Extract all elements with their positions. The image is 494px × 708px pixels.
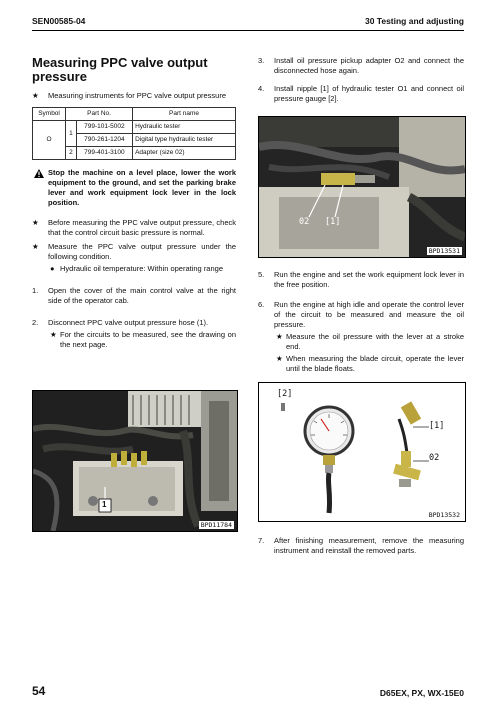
step-item	[32, 286, 236, 306]
step-item	[258, 56, 464, 76]
star-icon: ★	[276, 332, 283, 341]
star-icon: ★	[276, 354, 283, 363]
note-text: Before measuring the PPC valve output pressure, check that the control circuit basic pressure is normal.	[48, 218, 236, 237]
photo-callout-label: [1]	[429, 421, 445, 431]
photo-code: BPD13531	[428, 247, 460, 255]
warning-block	[32, 168, 236, 208]
table-row	[33, 121, 236, 134]
right-column-final	[258, 536, 464, 560]
photo-instruments	[258, 382, 466, 522]
table-cell-name: Adapter (size 02)	[133, 147, 236, 160]
step-item	[258, 536, 464, 556]
condition-item	[32, 264, 236, 274]
page-title: Measuring PPC valve output pressure	[32, 55, 208, 84]
left-column	[32, 56, 236, 350]
step-text: Run the engine and set the work equipment lock lever in the free position.	[274, 270, 464, 289]
parts-table	[32, 107, 236, 160]
step-text: After finishing measurement, remove the measuring instrument and reinstall the removed parts.	[274, 536, 464, 555]
star-icon: ★	[32, 91, 39, 100]
step-text: Install nipple [1] of hydraulic tester O1 and connect oil pressure gauge [2].	[274, 84, 464, 103]
right-column	[258, 56, 464, 108]
table-cell-num: 1	[66, 121, 77, 147]
page-number: 54	[32, 684, 46, 698]
step-text: Install oil pressure pickup adapter O2 and connect the disconnected hose again.	[274, 56, 464, 75]
step-text: Run the engine at high idle and operate the control lever of the circuit to be measured and measure the oil pressure.	[274, 300, 464, 329]
table-cell-partno: 790-261-1204	[76, 134, 132, 147]
warning-icon	[34, 169, 44, 181]
table-header: Part No.	[66, 108, 133, 121]
table-header-row	[33, 108, 236, 121]
right-column-steps	[258, 270, 464, 374]
step-number: 2.	[32, 318, 39, 327]
table-cell-name: Hydraulic tester	[133, 121, 236, 134]
warning-text: Stop the machine on a level place, lower the work equipment to the ground, and set the parking brake lever and work equipment lock lever in the lock position.	[48, 168, 236, 207]
photo-code: BPD13532	[428, 511, 460, 519]
header-rule	[32, 30, 464, 31]
step-number: 1.	[32, 286, 39, 295]
step-text: Disconnect PPC valve output pressure hose (1).	[48, 318, 209, 327]
instruments-image	[259, 383, 465, 521]
step-number: 3.	[258, 56, 265, 65]
step-sub-item	[32, 330, 236, 350]
control-valve-image	[33, 391, 237, 531]
bullet-icon: ●	[50, 264, 55, 273]
doc-number: SEN00585-04	[32, 16, 86, 26]
instruments-note-text: Measuring instruments for PPC valve output pressure	[48, 91, 226, 100]
step-sub-item	[258, 354, 464, 374]
instruments-note	[32, 91, 236, 101]
step-sub-text: When measuring the blade circuit, operate the lever until the blade floats.	[286, 354, 464, 373]
table-header: Part name	[133, 108, 236, 121]
step-sub-text: Measure the oil pressure with the lever at a stroke end.	[286, 332, 464, 351]
note-item	[32, 242, 236, 262]
step-number: 5.	[258, 270, 265, 279]
photo-callout-label: 1	[102, 500, 107, 509]
table-header: Symbol	[33, 108, 66, 121]
photo-adapter-installed	[258, 116, 466, 258]
step-sub-text: For the circuits to be measured, see the drawing on the next page.	[60, 330, 236, 349]
photo-callout-label: 02	[299, 217, 310, 227]
model-name: D65EX, PX, WX-15E0	[379, 688, 464, 698]
step-item	[258, 270, 464, 290]
step-number: 7.	[258, 536, 265, 545]
section-title: 30 Testing and adjusting	[364, 16, 464, 26]
step-item	[258, 300, 464, 330]
table-cell-symbol: O	[33, 121, 66, 160]
photo-callout-label: [2]	[277, 389, 293, 399]
photo-code: BPD11784	[200, 521, 232, 529]
photo-callout-label: [1]	[325, 217, 341, 227]
step-item	[32, 318, 236, 328]
note-text: Measure the PPC valve output pressure under the following condition.	[48, 242, 236, 261]
step-text: Open the cover of the main control valve at the right side of the operator cab.	[48, 286, 236, 305]
table-cell-name: Digital type hydraulic tester	[133, 134, 236, 147]
adapter-installed-image	[259, 117, 465, 257]
star-icon: ★	[50, 330, 57, 339]
step-sub-item	[258, 332, 464, 352]
table-cell-num: 2	[66, 147, 77, 160]
step-number: 4.	[258, 84, 265, 93]
note-item	[32, 218, 236, 238]
star-icon: ★	[32, 218, 39, 227]
step-item	[258, 84, 464, 104]
photo-control-valve	[32, 390, 238, 532]
condition-text: Hydraulic oil temperature: Within operating range	[60, 264, 223, 273]
step-number: 6.	[258, 300, 265, 309]
photo-callout-label: 02	[429, 453, 440, 463]
star-icon: ★	[32, 242, 39, 251]
table-cell-partno: 799-101-5002	[76, 121, 132, 134]
table-cell-partno: 799-401-3100	[76, 147, 132, 160]
